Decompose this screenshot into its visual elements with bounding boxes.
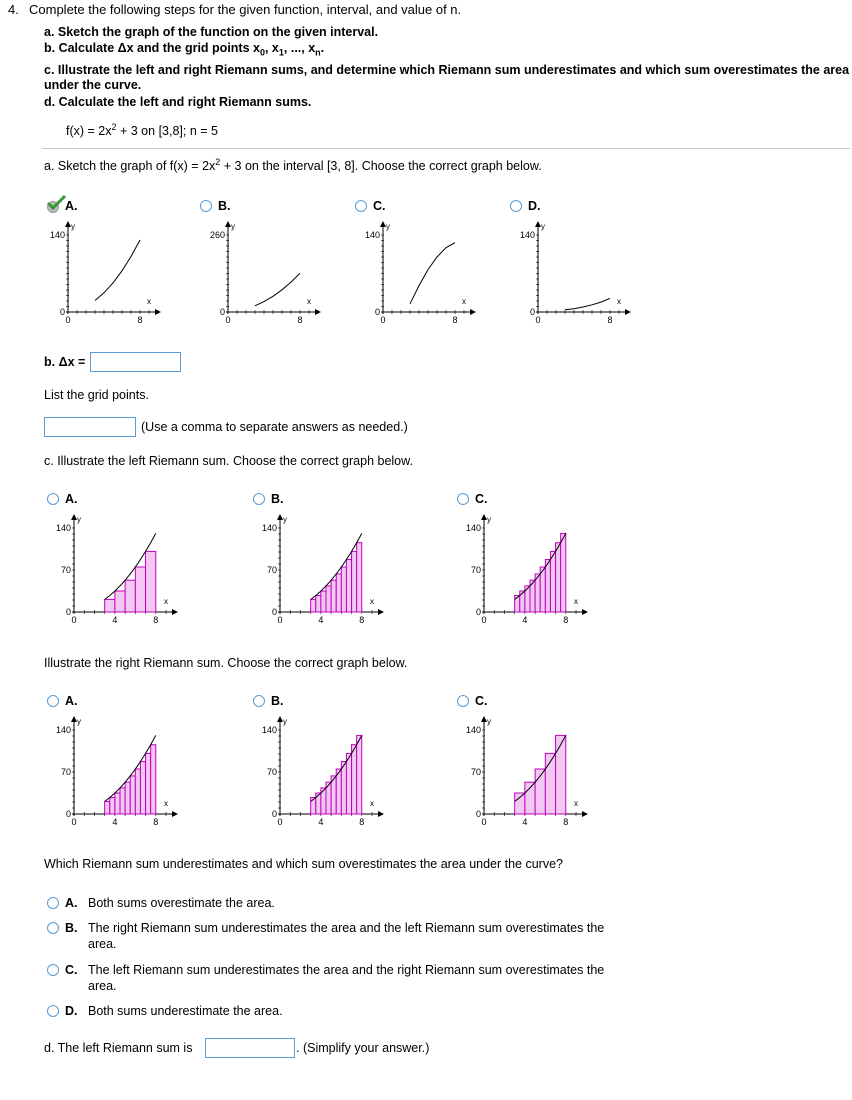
y-tick-label: 140: [49, 230, 65, 240]
riemann-bar: [125, 782, 130, 814]
grid-points-input[interactable]: [44, 417, 136, 437]
answer-d-radio[interactable]: [47, 1005, 59, 1017]
x-axis-arrow: [172, 811, 178, 817]
x-axis-label: x: [574, 799, 578, 808]
riemann-bar: [311, 599, 316, 612]
left-a-chart: [30, 512, 180, 637]
x-axis-arrow: [582, 609, 588, 615]
x-tick-label: 0: [277, 615, 283, 625]
x-axis-label: x: [164, 597, 168, 606]
x-axis-arrow: [155, 309, 161, 315]
part-a-prompt: a. Sketch the graph of $f(x) = 2x^2 + 3$ on the interval [3, 8]. Choose the correct graph below.: [44, 156, 542, 173]
y-axis-label: y: [231, 222, 235, 231]
y-tick-label: 0: [529, 307, 535, 317]
x-axis-arrow: [625, 309, 631, 315]
x-tick-label: 0: [277, 817, 283, 827]
x-tick-label: 8: [153, 615, 159, 625]
x-axis-label: x: [147, 297, 151, 306]
function-curve: [565, 298, 610, 310]
y-tick-label: 0: [65, 607, 71, 617]
right-b-radio[interactable]: [253, 695, 265, 707]
riemann-bar: [331, 580, 336, 612]
function-statement: $f(x) = 2x^2 + 3$ on [3,8]; n = 5: [66, 121, 218, 138]
answer-b-label: B.: [65, 921, 78, 935]
x-axis-arrow: [470, 309, 476, 315]
graph-a-chart: [30, 220, 170, 330]
y-tick-label: 140: [261, 725, 277, 735]
step-b: b. Calculate Δx and the grid points $x_0$, $x_1$, ..., $x_n$.: [44, 41, 325, 58]
riemann-bar: [346, 753, 351, 814]
graph-a-label: A.: [65, 199, 78, 213]
left-sum-input[interactable]: [205, 1038, 295, 1058]
y-tick-label: 70: [470, 565, 481, 575]
y-tick-label: 260: [209, 230, 225, 240]
y-axis-label: y: [77, 717, 81, 726]
answer-a-radio[interactable]: [47, 897, 59, 909]
right-c-label: C.: [475, 694, 488, 708]
divider: [42, 148, 850, 149]
riemann-bar: [540, 567, 545, 612]
x-axis-label: x: [574, 597, 578, 606]
graph-d-radio[interactable]: [510, 200, 522, 212]
y-tick-label: 0: [219, 307, 225, 317]
answer-b-radio[interactable]: [47, 922, 59, 934]
y-tick-label: 0: [374, 307, 380, 317]
y-tick-label: 70: [266, 565, 277, 575]
graph-b-radio[interactable]: [200, 200, 212, 212]
left-c-chart: [440, 512, 590, 637]
y-tick-label: 0: [65, 809, 71, 819]
y-tick-label: 140: [261, 523, 277, 533]
y-tick-label: 70: [266, 767, 277, 777]
left-c-label: C.: [475, 492, 488, 506]
riemann-bar: [515, 793, 525, 814]
y-tick-label: 140: [364, 230, 380, 240]
y-axis-label: y: [386, 222, 390, 231]
x-tick-label: 4: [112, 615, 118, 625]
x-tick-label: 0: [481, 817, 487, 827]
y-tick-label: 0: [271, 607, 277, 617]
riemann-bar: [545, 560, 550, 613]
step-c-line1: c. Illustrate the left and right Riemann sums, and determine which Riemann sum underestimates and which sum overestimates the area: [44, 63, 850, 77]
riemann-bar: [346, 560, 351, 613]
riemann-bar: [110, 798, 115, 815]
graph-b-chart: [190, 220, 330, 330]
y-tick-label: 140: [465, 523, 481, 533]
step-c-line2: under the curve.: [44, 78, 142, 92]
y-tick-label: 70: [60, 565, 71, 575]
y-tick-label: 0: [475, 809, 481, 819]
x-tick-label: 0: [71, 817, 77, 827]
x-axis-label: x: [370, 597, 374, 606]
x-axis-arrow: [378, 609, 384, 615]
graph-c-chart: [345, 220, 485, 330]
right-b-label: B.: [271, 694, 284, 708]
riemann-bar: [135, 769, 140, 814]
grid-points-hint: (Use a comma to separate answers as needed.): [141, 420, 408, 434]
x-axis-arrow: [582, 811, 588, 817]
y-axis-label: y: [487, 717, 491, 726]
riemann-bar: [316, 793, 321, 814]
riemann-bar: [140, 762, 145, 815]
step-a: a. Sketch the graph of the function on the given interval.: [44, 25, 379, 39]
riemann-bar: [336, 574, 341, 612]
right-c-chart: [440, 714, 590, 839]
x-tick-label: 8: [452, 315, 458, 325]
left-c-radio[interactable]: [457, 493, 469, 505]
x-tick-label: 8: [137, 315, 143, 325]
answer-b-text-2: area.: [88, 937, 117, 951]
x-axis-label: x: [307, 297, 311, 306]
riemann-bar: [120, 788, 125, 814]
riemann-bar: [125, 580, 135, 612]
x-tick-label: 8: [563, 615, 569, 625]
riemann-bar: [115, 591, 125, 612]
riemann-bar: [352, 745, 357, 814]
x-tick-label: 8: [153, 817, 159, 827]
left-b-chart: [236, 512, 386, 637]
answer-d-label: D.: [65, 1004, 78, 1018]
right-a-label: A.: [65, 694, 78, 708]
x-tick-label: 8: [563, 817, 569, 827]
riemann-bar: [341, 762, 346, 815]
x-tick-label: 8: [607, 315, 613, 325]
y-axis-label: y: [77, 515, 81, 524]
x-axis-arrow: [315, 309, 321, 315]
answer-b-text: The right Riemann sum underestimates the area and the left Riemann sum overestimates the: [88, 921, 605, 935]
x-axis-label: x: [617, 297, 621, 306]
y-axis-label: y: [487, 515, 491, 524]
x-axis-arrow: [172, 609, 178, 615]
right-a-chart: [30, 714, 180, 839]
left-sum-prompt: c. Illustrate the left Riemann sum. Choose the correct graph below.: [44, 454, 413, 468]
riemann-bar: [520, 591, 525, 612]
riemann-bar: [321, 591, 326, 612]
riemann-bar: [357, 735, 362, 814]
x-tick-label: 8: [359, 615, 365, 625]
riemann-bar: [525, 782, 535, 814]
y-tick-label: 0: [271, 809, 277, 819]
dx-label: b. Δx =: [44, 355, 86, 369]
y-tick-label: 140: [55, 523, 71, 533]
function-curve: [255, 273, 300, 306]
riemann-bar: [135, 567, 145, 612]
graph-c-radio[interactable]: [355, 200, 367, 212]
riemann-bar: [146, 551, 156, 612]
x-tick-label: 4: [522, 615, 528, 625]
x-tick-label: 8: [297, 315, 303, 325]
riemann-bar: [151, 745, 156, 814]
function-curve: [410, 243, 455, 304]
x-tick-label: 0: [481, 615, 487, 625]
x-tick-label: 4: [318, 817, 324, 827]
riemann-bar: [352, 551, 357, 612]
answer-c-radio[interactable]: [47, 964, 59, 976]
x-tick-label: 0: [535, 315, 541, 325]
riemann-bar: [130, 776, 135, 814]
left-a-radio[interactable]: [47, 493, 59, 505]
x-axis-label: x: [370, 799, 374, 808]
riemann-bar: [336, 769, 341, 814]
y-tick-label: 140: [55, 725, 71, 735]
left-b-radio[interactable]: [253, 493, 265, 505]
riemann-bar: [146, 753, 151, 814]
x-tick-label: 8: [359, 817, 365, 827]
y-axis-label: y: [283, 717, 287, 726]
y-tick-label: 0: [475, 607, 481, 617]
x-tick-label: 4: [112, 817, 118, 827]
graph-d-chart: [500, 220, 640, 330]
y-tick-label: 70: [60, 767, 71, 777]
left-sum-label: d. The left Riemann sum is: [44, 1041, 193, 1055]
estimate-question: Which Riemann sum underestimates and which sum overestimates the area under the curve?: [44, 857, 564, 871]
left-a-label: A.: [65, 492, 78, 506]
x-axis-arrow: [378, 811, 384, 817]
riemann-bar: [545, 753, 555, 814]
step-d: d. Calculate the left and right Riemann sums.: [44, 95, 312, 109]
riemann-bar: [550, 551, 555, 612]
right-b-chart: [236, 714, 386, 839]
graph-c-label: C.: [373, 199, 386, 213]
riemann-bar: [105, 599, 115, 612]
answer-c-text: The left Riemann sum underestimates the area and the right Riemann sum overestimates the: [88, 963, 605, 977]
y-tick-label: 0: [59, 307, 65, 317]
answer-d-text: Both sums underestimate the area.: [88, 1004, 283, 1018]
riemann-bar: [357, 543, 362, 612]
x-axis-label: x: [462, 297, 466, 306]
riemann-bar: [115, 793, 120, 814]
x-tick-label: 0: [380, 315, 386, 325]
answer-c-label: C.: [65, 963, 78, 977]
y-tick-label: 140: [465, 725, 481, 735]
riemann-bar: [556, 543, 561, 612]
y-axis-label: y: [541, 222, 545, 231]
y-axis-label: y: [71, 222, 75, 231]
x-axis-label: x: [164, 799, 168, 808]
riemann-bar: [326, 586, 331, 612]
graph-d-label: D.: [528, 199, 541, 213]
right-sum-prompt: Illustrate the right Riemann sum. Choose the correct graph below.: [44, 656, 408, 670]
y-tick-label: 70: [470, 767, 481, 777]
answer-a-text: Both sums overestimate the area.: [88, 896, 275, 910]
question-prompt: Complete the following steps for the given function, interval, and value of n.: [29, 2, 462, 17]
left-sum-hint: . (Simplify your answer.): [296, 1041, 430, 1055]
right-a-radio[interactable]: [47, 695, 59, 707]
riemann-bar: [105, 801, 110, 814]
right-c-radio[interactable]: [457, 695, 469, 707]
x-tick-label: 0: [71, 615, 77, 625]
dx-input[interactable]: [90, 352, 181, 372]
riemann-bar: [316, 596, 321, 613]
graph-b-label: B.: [218, 199, 231, 213]
function-curve: [95, 240, 140, 301]
riemann-bar: [341, 567, 346, 612]
answer-a-label: A.: [65, 896, 78, 910]
x-tick-label: 0: [65, 315, 71, 325]
x-tick-label: 4: [318, 615, 324, 625]
riemann-bar: [556, 735, 566, 814]
answer-c-text-2: area.: [88, 979, 117, 993]
y-axis-label: y: [283, 515, 287, 524]
question-number: 4.: [8, 2, 19, 17]
riemann-bar: [561, 533, 566, 612]
y-tick-label: 140: [519, 230, 535, 240]
left-b-label: B.: [271, 492, 284, 506]
x-tick-label: 0: [225, 315, 231, 325]
x-tick-label: 4: [522, 817, 528, 827]
grid-points-label: List the grid points.: [44, 388, 149, 402]
